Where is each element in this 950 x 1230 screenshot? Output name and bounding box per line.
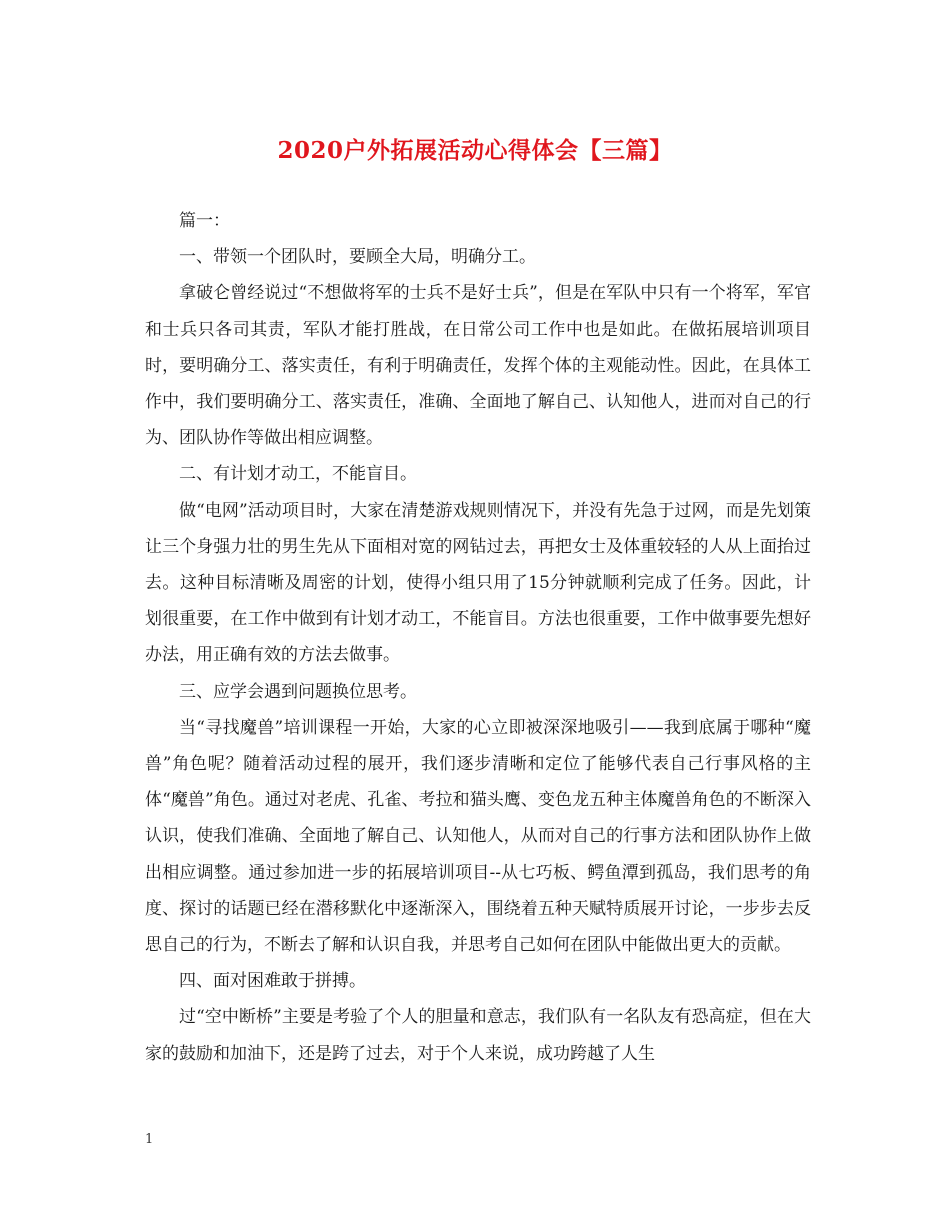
heading-4: 四、面对困难敢于拼搏。: [179, 971, 366, 992]
section-label: 篇一：: [179, 211, 230, 231]
page-number: 1: [145, 1132, 154, 1147]
heading-1: 一、带领一个团队时，要顾全大局，明确分工。: [179, 247, 536, 268]
heading-2: 二、有计划才动工，不能盲目。: [179, 464, 417, 485]
document-body: [145, 203, 811, 1072]
paragraph-1: 拿破仑曾经说过“不想做将军的士兵不是好士兵”，但是在军队中只有一个将军，军官和士兵只各司其责，军队才能打胜战，在日常公司工作中也是如此。在做拓展培训项目时，要明确分工、落实责任，有利于明确责任，发挥个体的主观能动性。因此，在具体工作中，我们要明确分工、落实责任，准确、全面地了解自己、认知他人，进而对自己的行为、团队协作等做出相应调整。: [145, 283, 811, 449]
document-title: 2020户外拓展活动心得体会【三篇】: [277, 137, 673, 164]
heading-3: 三、应学会遇到问题换位思考。: [179, 681, 417, 702]
paragraph-4: 过“空中断桥”主要是考验了个人的胆量和意志，我们队有一名队友有恐高症，但在大家的鼓励和加油下，还是跨了过去，对于个人来说，成功跨越了人生: [145, 1007, 811, 1064]
paragraph-2: 做“电网”活动项目时，大家在清楚游戏规则情况下，并没有先急于过网，而是先划策让三个身强力壮的男生先从下面相对宽的网钻过去，再把女士及体重较轻的人从上面抬过去。这种目标清晰及周密的计划，使得小组只用了15分钟就顺利完成了任务。因此，计划很重要，在工作中做到有计划才动工，不能盲目。方法也很重要，工作中做事要先想好办法，用正确有效的方法去做事。: [145, 500, 811, 666]
paragraph-3: 当“寻找魔兽”培训课程一开始，大家的心立即被深深地吸引——我到底属于哪种“魔兽”角色呢？随着活动过程的展开，我们逐步清晰和定位了能够代表自己行事风格的主体“魔兽”角色。通过对老虎、孔雀、考拉和猫头鹰、变色龙五种主体魔兽角色的不断深入认识，使我们准确、全面地了解自己、认知他人，从而对自己的行事方法和团队协作上做出相应调整。通过参加进一步的拓展培训项目--从七巧板、鳄鱼潭到孤岛，我们思考的角度、探讨的话题已经在潜移默化中逐渐深入，围绕着五种天赋特质展开讨论，一步步去反思自己的行为，不断去了解和认识自我，并思考自己如何在团队中能做出更大的贡献。: [145, 717, 811, 956]
